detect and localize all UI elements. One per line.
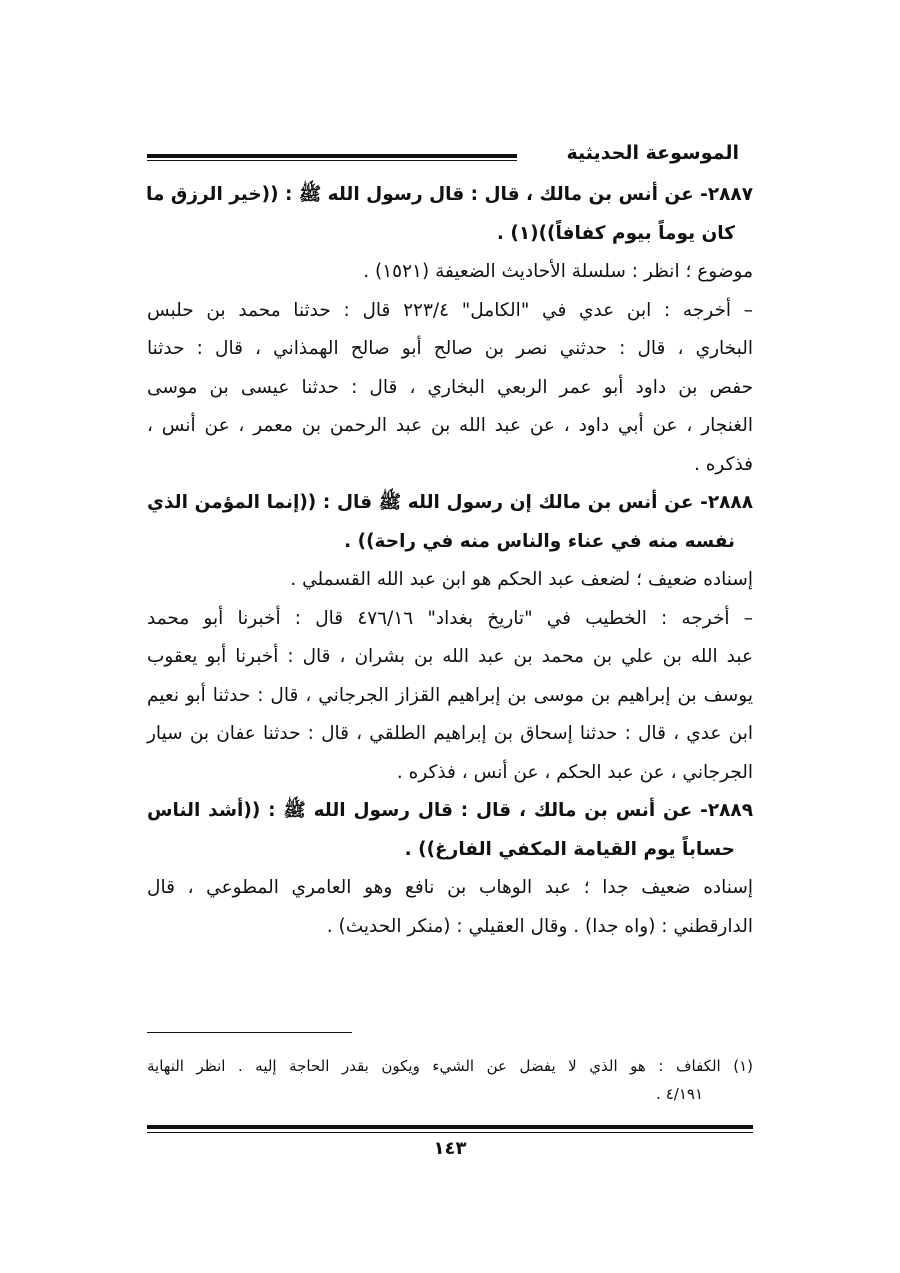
running-header (147, 140, 753, 176)
text-line: الغنجار ، عن أبي داود ، عن عبد الله بن عبد الرحمن بن معمر ، عن أنس ، (147, 415, 753, 436)
footnote (147, 1052, 753, 1108)
footnote-line: ٤/١٩١ . (656, 1085, 703, 1103)
text-line: الدارقطني : (واه جدا) . وقال العقيلي : (منكر الحديث) . (326, 915, 753, 937)
text-line: إسناده ضعيف ؛ لضعف عبد الحكم هو ابن عبد الله القسملي . (290, 569, 753, 590)
text-line: نفسه منه في عناء والناس منه في راحة)) . (344, 530, 735, 552)
text-line: البخاري ، قال : حدثني نصر بن صالح أبو صالح الهمذاني ، قال : حدثنا (147, 338, 753, 359)
text-line: ابن عدي ، قال : حدثنا إسحاق بن إبراهيم الطلقي ، قال : حدثنا عفان بن سيار (147, 723, 753, 744)
text-line: ٢٨٨٧- عن أنس بن مالك ، قال : قال رسول الله ﷺ : ((خير الرزق ما (146, 184, 753, 205)
page-content (147, 140, 753, 946)
header-rule-left-thick (147, 154, 517, 158)
header-rule-left-thin (147, 160, 517, 161)
text-line: الجرجاني ، عن عبد الحكم ، عن أنس ، فذكره . (396, 761, 753, 783)
bottom-rule-thin (147, 1132, 753, 1133)
body-text (147, 176, 753, 946)
text-line: يوسف بن إبراهيم بن موسى بن إبراهيم القزاز الجرجاني ، قال : حدثنا أبو نعيم (147, 684, 753, 706)
text-line: إسناده ضعيف جدا ؛ عبد الوهاب بن نافع وهو العامري المطوعي ، قال (147, 877, 753, 898)
header-title: الموسوعة الحديثية (553, 142, 754, 164)
text-line: ٢٨٨٩- عن أنس بن مالك ، قال : قال رسول الله ﷺ : ((أشد الناس (147, 800, 753, 821)
text-line: ٢٨٨٨- عن أنس بن مالك إن رسول الله ﷺ قال : ((إنما المؤمن الذي (147, 492, 753, 513)
page-number: ١٤٣ (433, 1138, 467, 1159)
text-line: عبد الله بن علي بن محمد بن عبد الله بن بشران ، قال : أخبرنا أبو يعقوب (147, 646, 753, 667)
text-line: فذكره . (693, 453, 753, 475)
text-line: كان يوماً بيوم كفافاً))(١) . (496, 222, 735, 244)
text-line: حفص بن داود أبو عمر الربعي البخاري ، قال : حدثنا عيسى بن موسى (147, 376, 753, 398)
bottom-rule-thick (147, 1125, 753, 1129)
text-line: – أخرجه : ابن عدي في "الكامل" ٢٢٣/٤ قال : حدثنا محمد بن حلبس (147, 299, 754, 321)
footnote-separator (147, 1032, 352, 1033)
text-line: موضوع ؛ انظر : سلسلة الأحاديث الضعيفة (١٥٢١) . (363, 261, 753, 282)
text-line: حساباً يوم القيامة المكفي الفارغ)) . (404, 838, 735, 860)
text-line: – أخرجه : الخطيب في "تاريخ بغداد" ٤٧٦/١٦ قال : أخبرنا أبو محمد (147, 607, 754, 629)
footnote-line: (١) الكفاف : هو الذي لا يفضل عن الشيء ويكون بقدر الحاجة إليه . انظر النهاية (147, 1057, 753, 1075)
